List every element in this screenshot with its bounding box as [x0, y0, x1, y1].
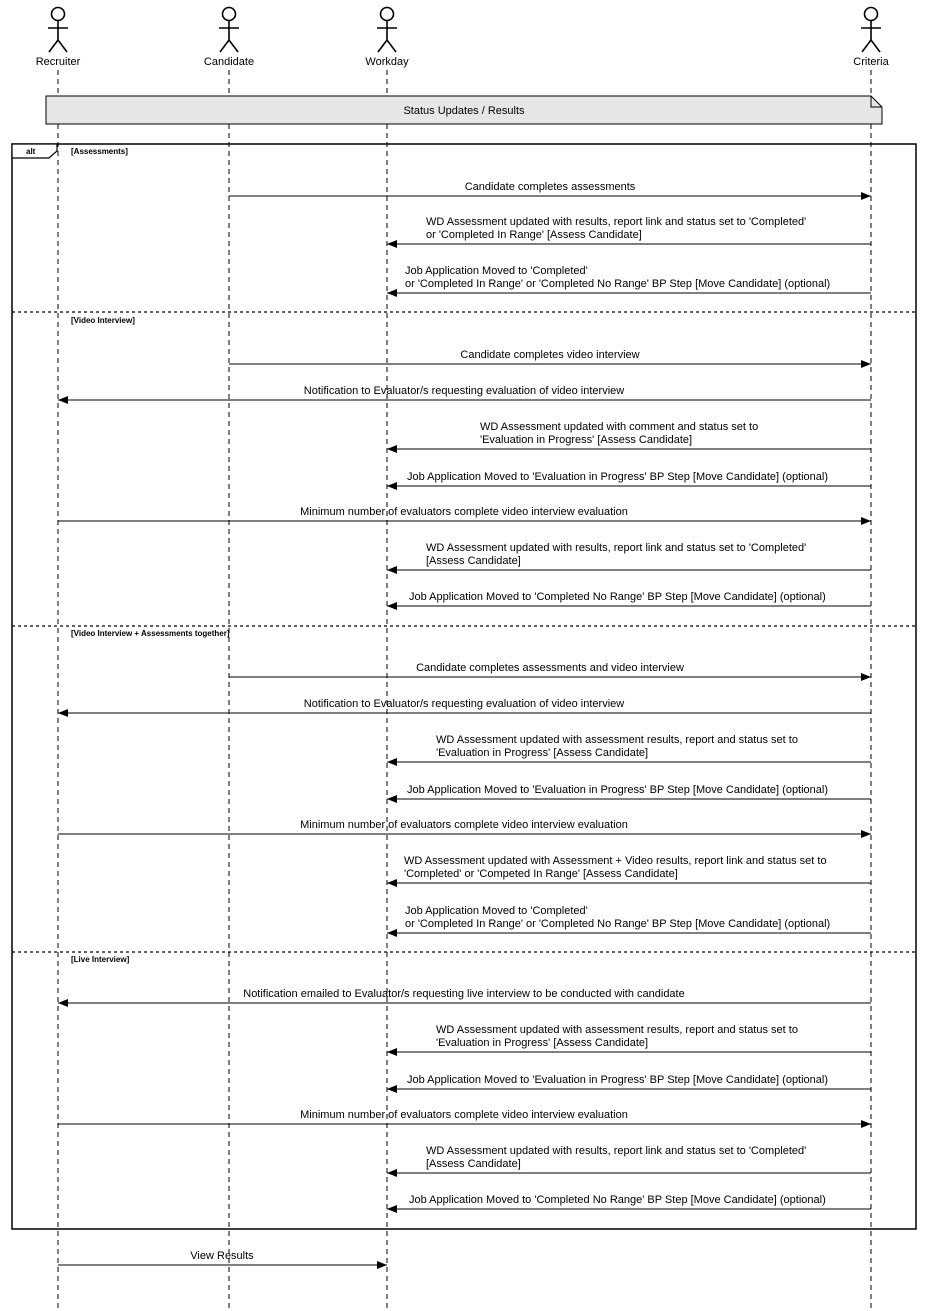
alt-frame	[12, 144, 916, 1229]
message-s2-m5	[58, 506, 871, 521]
actor-figure-icon	[219, 8, 239, 53]
actor-label-candidate: Candidate	[203, 56, 255, 68]
message-label: Minimum number of evaluators complete video interview evaluation	[300, 506, 628, 518]
message-s4-m1	[58, 988, 871, 1003]
actor-candidate	[204, 8, 254, 69]
message-label: 'Evaluation in Progress' [Assess Candidate]	[480, 434, 693, 446]
message-s3-m2	[58, 698, 871, 713]
message-s4-m2	[387, 1024, 871, 1052]
message-s3-m6	[387, 855, 871, 883]
message-label: WD Assessment updated with results, report link and status set to 'Completed'	[426, 542, 807, 554]
message-label: Notification emailed to Evaluator/s requesting live interview to be conducted with candidate	[243, 988, 685, 1000]
message-s2-m7	[387, 591, 871, 606]
actor-recruiter	[36, 8, 81, 69]
message-s2-m2	[58, 385, 871, 400]
message-s3-m4	[387, 784, 871, 799]
message-label: Notification to Evaluator/s requesting evaluation of video interview	[303, 385, 625, 397]
message-label: Job Application Moved to 'Completed No Range' BP Step [Move Candidate] (optional)	[409, 1194, 826, 1206]
message-label: or 'Completed In Range' or 'Completed No Range' BP Step [Move Candidate] (optional)	[405, 278, 831, 290]
alt-fragment	[12, 144, 916, 1229]
message-label: Minimum number of evaluators complete video interview evaluation	[300, 1109, 628, 1121]
message-label: Candidate completes assessments	[464, 181, 636, 193]
message-s2-m1	[229, 349, 871, 364]
message-label: Candidate completes assessments and video interview	[416, 662, 684, 674]
message-label: Job Application Moved to 'Completed No Range' BP Step [Move Candidate] (optional)	[409, 591, 826, 603]
actor-figure-icon	[861, 8, 881, 53]
note	[46, 96, 882, 124]
actor-workday	[365, 8, 409, 69]
message-label: Candidate completes video interview	[460, 349, 640, 361]
note-text: Status Updates / Results	[403, 105, 525, 117]
message-s4-m5	[387, 1145, 871, 1173]
message-label: 'Completed' or 'Competed In Range' [Assess Candidate]	[404, 868, 678, 880]
message-label: [Assess Candidate]	[426, 1158, 521, 1170]
message-label: or 'Completed In Range' or 'Completed No Range' BP Step [Move Candidate] (optional)	[405, 918, 831, 930]
message-s4-m4	[58, 1109, 871, 1124]
message-s4-m6	[387, 1194, 871, 1209]
message-label: Minimum number of evaluators complete video interview evaluation	[300, 819, 628, 831]
message-s1-m3	[387, 265, 871, 293]
message-label: Job Application Moved to 'Evaluation in Progress' BP Step [Move Candidate] (optional)	[407, 1074, 829, 1086]
message-label: Job Application Moved to 'Completed'	[405, 265, 588, 277]
message-label: 'Evaluation in Progress' [Assess Candidate]	[436, 1037, 649, 1049]
message-s4-m3	[387, 1074, 871, 1089]
guard-assessments: [Assessments]	[71, 147, 128, 156]
message-label: WD Assessment updated with comment and status set to	[480, 421, 759, 433]
guard-video-assessments-together: [Video Interview + Assessments together]	[71, 629, 230, 638]
guard-live-interview: [Live Interview]	[71, 955, 130, 964]
message-label: WD Assessment updated with Assessment + Video results, report link and status set to	[404, 855, 827, 867]
messages	[58, 181, 871, 1265]
message-label: WD Assessment updated with results, report link and status set to 'Completed'	[426, 1145, 807, 1157]
message-s3-m1	[229, 662, 871, 677]
message-view-results	[58, 1250, 387, 1265]
message-label: Notification to Evaluator/s requesting evaluation of video interview	[303, 698, 625, 710]
message-label: WD Assessment updated with assessment results, report and status set to	[436, 734, 798, 746]
actor-figure-icon	[48, 8, 68, 53]
message-s3-m3	[387, 734, 871, 762]
message-label: Job Application Moved to 'Evaluation in Progress' BP Step [Move Candidate] (optional)	[407, 471, 829, 483]
message-label: View Results	[190, 1250, 254, 1262]
message-s3-m7	[387, 905, 871, 933]
actor-criteria	[853, 8, 889, 69]
message-s2-m6	[387, 542, 871, 570]
message-label: Job Application Moved to 'Evaluation in Progress' BP Step [Move Candidate] (optional)	[407, 784, 829, 796]
actor-label-criteria: Criteria	[853, 56, 889, 68]
message-label: or 'Completed In Range' [Assess Candidate]	[426, 229, 642, 241]
message-label: [Assess Candidate]	[426, 555, 521, 567]
message-s3-m5	[58, 819, 871, 834]
message-s2-m3	[387, 421, 871, 449]
actor-label-workday: Workday	[365, 56, 409, 68]
message-label: 'Evaluation in Progress' [Assess Candidate]	[436, 747, 649, 759]
lifelines	[58, 70, 871, 1311]
message-s2-m4	[387, 471, 871, 486]
message-s1-m1	[229, 181, 871, 196]
message-label: WD Assessment updated with results, report link and status set to 'Completed'	[426, 216, 807, 228]
actor-figure-icon	[377, 8, 397, 53]
message-s1-m2	[387, 216, 871, 244]
alt-keyword: alt	[26, 147, 36, 156]
message-label: WD Assessment updated with assessment results, report and status set to	[436, 1024, 798, 1036]
guard-video-interview: [Video Interview]	[71, 316, 135, 325]
message-label: Job Application Moved to 'Completed'	[405, 905, 588, 917]
actor-label-recruiter: Recruiter	[35, 56, 81, 68]
